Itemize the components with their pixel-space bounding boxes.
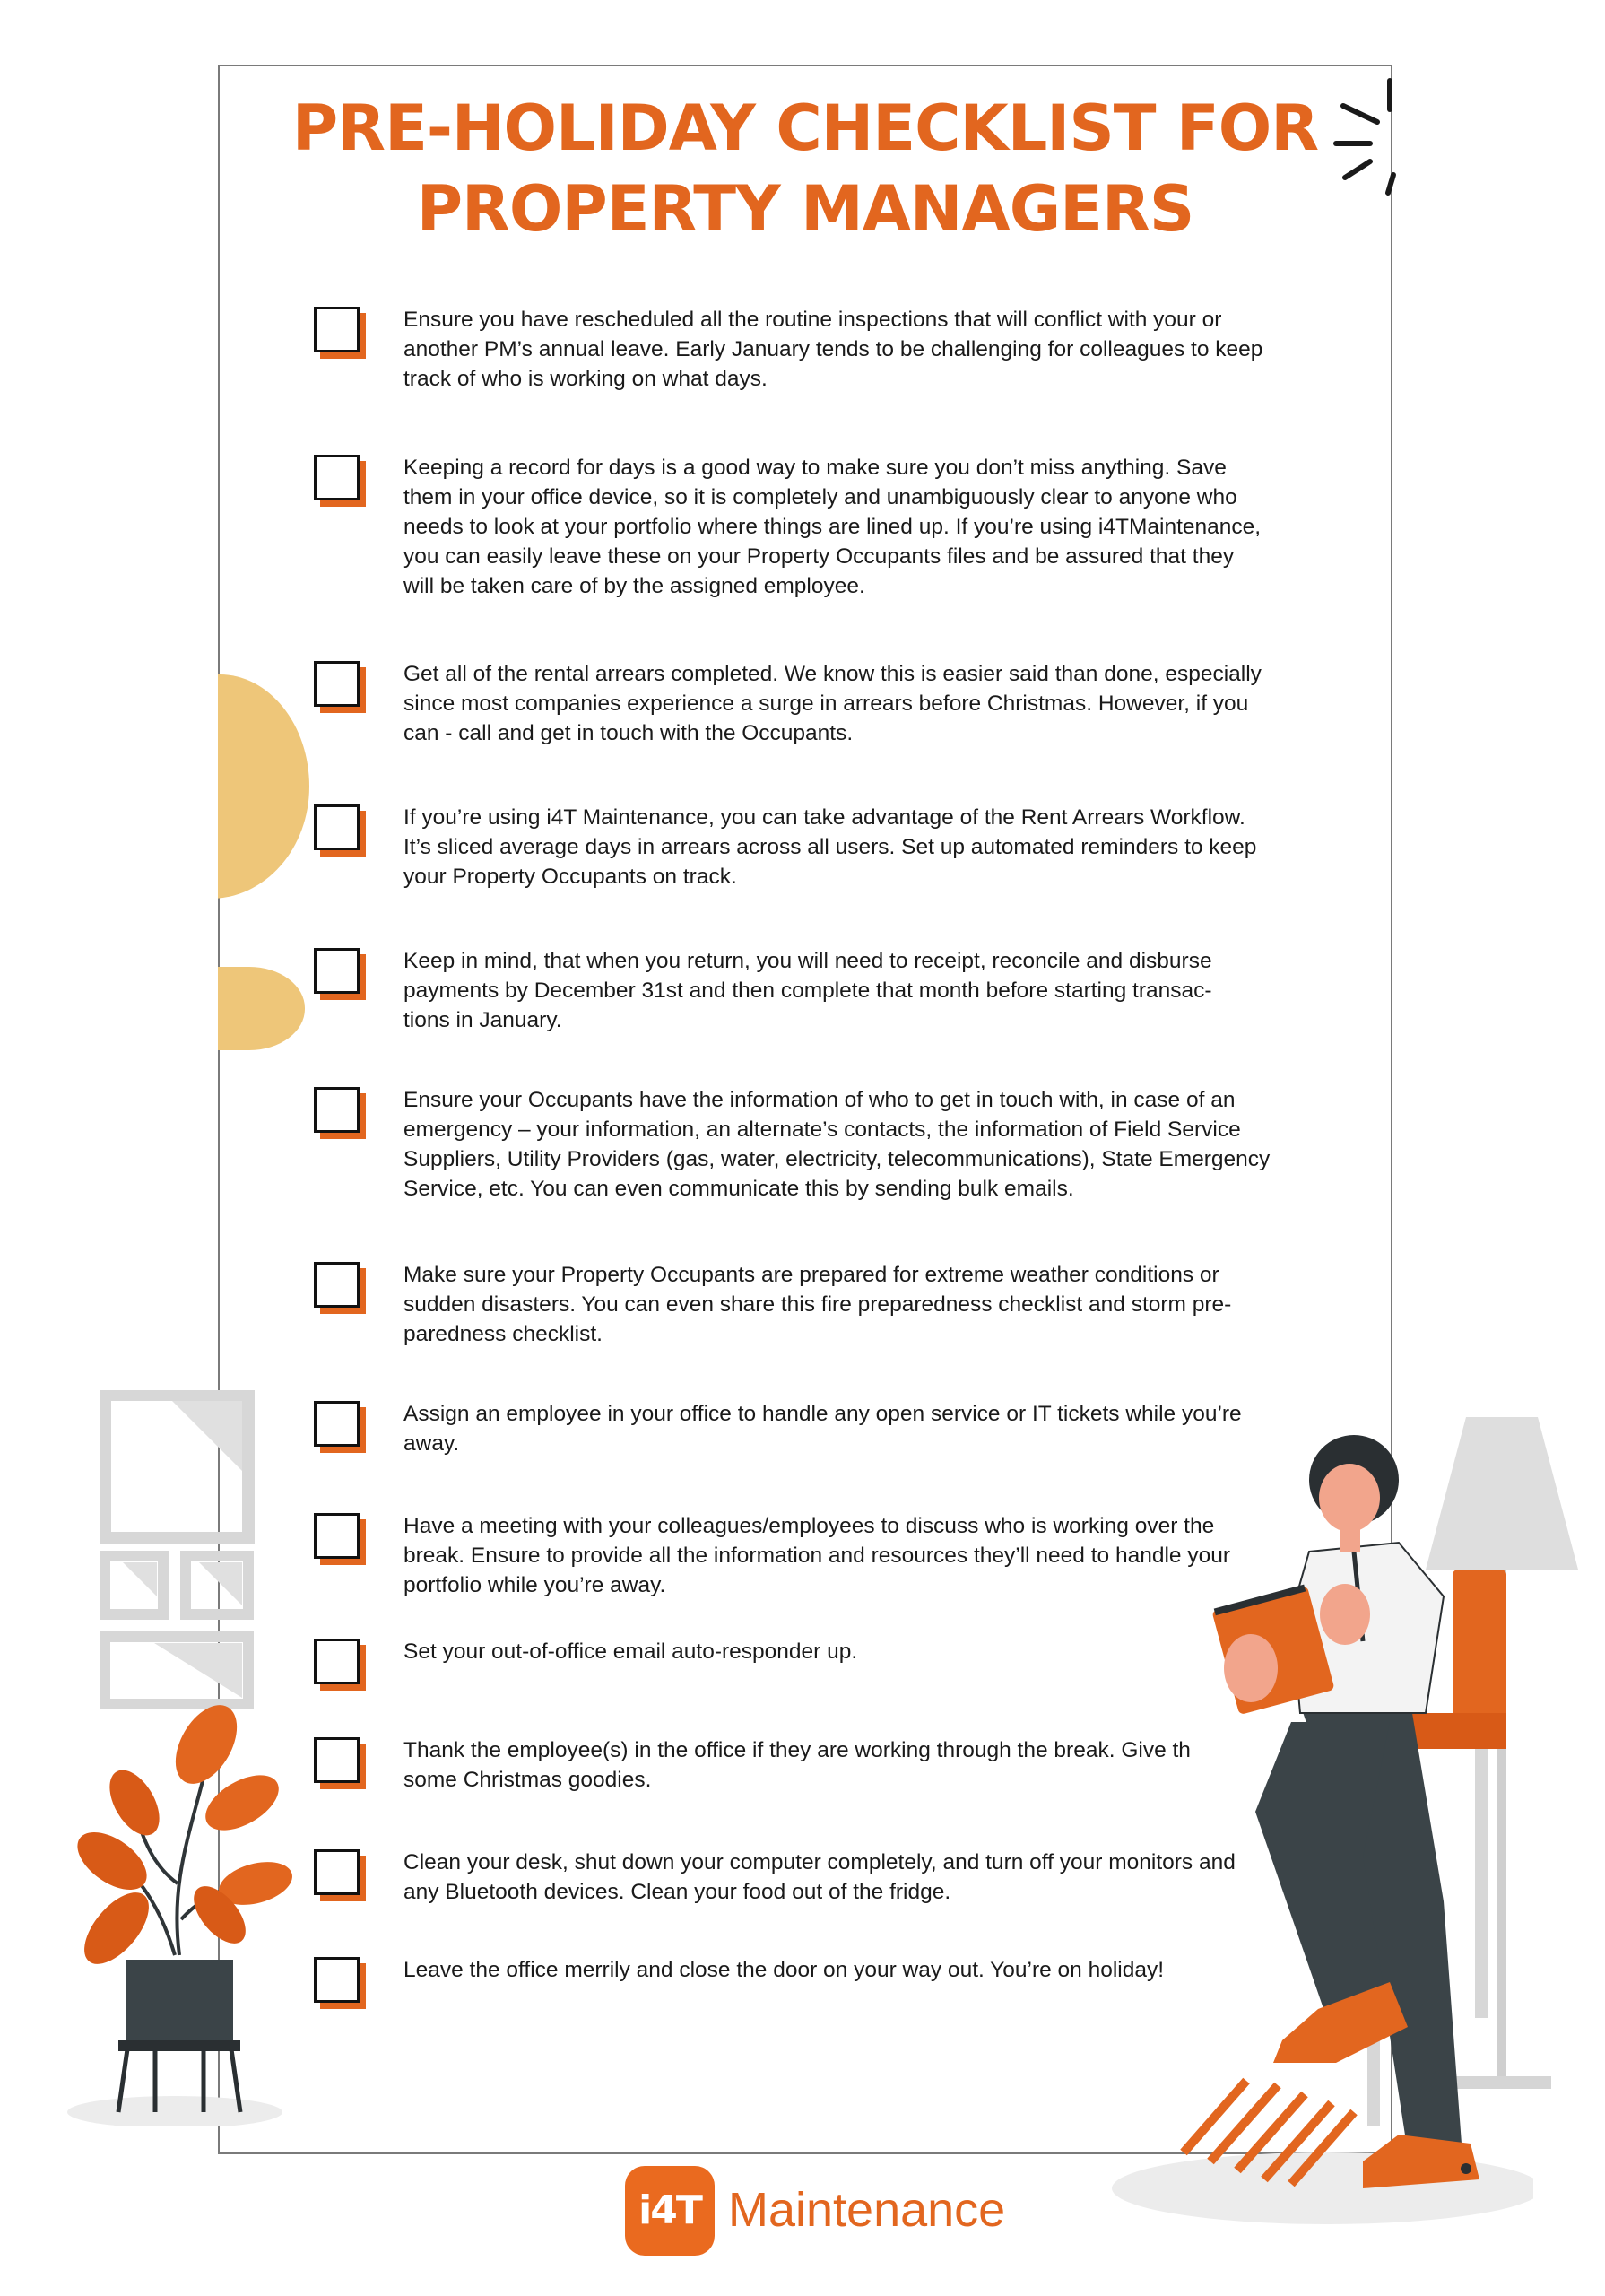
page-title xyxy=(218,88,1392,249)
checklist-item-text xyxy=(403,659,1282,748)
checklist-item-text xyxy=(403,803,1282,891)
checklist-item-line: Make sure your Property Occupants are prepared for extreme weather conditions or xyxy=(403,1263,1219,1287)
decorative-blob-small xyxy=(193,967,305,1050)
checklist-item-line: emergency – your information, an alternate’s contacts, the information of Field Service xyxy=(403,1118,1241,1142)
checklist-item-line: portfolio while you’re away. xyxy=(403,1573,666,1597)
checklist-item-line: Set your out-of-office email auto-responder up. xyxy=(403,1639,858,1664)
checklist-item-line: break. Ensure to provide all the information and resources they’ll need to handle your xyxy=(403,1544,1231,1568)
checklist-item-line: Suppliers, Utility Providers (gas, water, electricity, telecommunications), State Emergency xyxy=(403,1147,1271,1171)
checkbox-icon[interactable] xyxy=(314,661,366,713)
logo-wordmark: Maintenance xyxy=(728,2183,1006,2237)
checklist-item-text xyxy=(403,946,1282,1035)
checklist-item-line: Keeping a record for days is a good way to make sure you don’t miss anything. Save xyxy=(403,456,1227,480)
checklist-item-line: Thank the employee(s) in the office if they are working through the break. Give th xyxy=(403,1738,1191,1762)
checklist-item-line: It’s sliced average days in arrears across all users. Set up automated reminders to keep xyxy=(403,835,1257,859)
checklist-item-line: another PM’s annual leave. Early January tends to be challenging for colleagues to keep xyxy=(403,337,1263,361)
checkbox-icon[interactable] xyxy=(314,1262,366,1314)
checklist-item-line: sudden disasters. You can even share this fire preparedness checklist and storm pre- xyxy=(403,1292,1232,1317)
checklist-item-line: Clean your desk, shut down your computer completely, and turn off your monitors and xyxy=(403,1850,1236,1874)
checklist-item-line: If you’re using i4T Maintenance, you can take advantage of the Rent Arrears Workflow. xyxy=(403,805,1245,830)
checklist-item-line: away. xyxy=(403,1431,460,1456)
checklist-item-line: needs to look at your portfolio where things are lined up. If you’re using i4TMaintenance, xyxy=(403,515,1262,539)
checklist-item-line: Leave the office merrily and close the door on your way out. You’re on holiday! xyxy=(403,1958,1165,1982)
checklist-item-line: Assign an employee in your office to handle any open service or IT tickets while you’re xyxy=(403,1402,1242,1426)
checklist-item-line: you can easily leave these on your Property Occupants files and be assured that they xyxy=(403,544,1235,569)
checklist-item-line: Ensure you have rescheduled all the routine inspections that will conflict with your or xyxy=(403,308,1222,332)
sparkle-lines-icon xyxy=(1325,72,1397,206)
title-line-1: PRE-HOLIDAY CHECKLIST FOR xyxy=(291,91,1319,165)
checklist-item-line: Get all of the rental arrears completed. We know this is easier said than done, especially xyxy=(403,662,1262,686)
checkbox-icon[interactable] xyxy=(314,455,366,507)
checklist-item-line: paredness checklist. xyxy=(403,1322,603,1346)
woman-with-notepad-illustration xyxy=(1067,1435,1533,2224)
checklist-item-line: Keep in mind, that when you return, you will need to receipt, reconcile and disburse xyxy=(403,949,1212,973)
checkbox-icon[interactable] xyxy=(314,804,366,857)
checklist-item-line: any Bluetooth devices. Clean your food out of the fridge. xyxy=(403,1880,951,1904)
checklist-item-line: Ensure your Occupants have the information of who to get in touch with, in case of an xyxy=(403,1088,1236,1112)
checklist-item-line: your Property Occupants on track. xyxy=(403,865,737,889)
checkbox-icon[interactable] xyxy=(314,1737,366,1789)
checklist-item-line: them in your office device, so it is completely and unambiguously clear to anyone who xyxy=(403,485,1237,509)
checkbox-icon[interactable] xyxy=(314,1401,366,1453)
checklist-item-line: Have a meeting with your colleagues/employees to discuss who is working over the xyxy=(403,1514,1215,1538)
checkbox-icon[interactable] xyxy=(314,1957,366,2009)
checklist-item-text xyxy=(403,305,1282,394)
checkbox-icon[interactable] xyxy=(314,1513,366,1565)
checklist-item-line: since most companies experience a surge in arrears before Christmas. However, if you xyxy=(403,691,1249,716)
title-line-2: PROPERTY MANAGERS xyxy=(416,172,1194,246)
checkbox-icon[interactable] xyxy=(314,1087,366,1139)
checklist-item-line: tions in January. xyxy=(403,1008,562,1032)
checklist-item-text xyxy=(403,453,1282,601)
checklist-item-line: Service, etc. You can even communicate this by sending bulk emails. xyxy=(403,1177,1074,1201)
checkbox-icon[interactable] xyxy=(314,1639,366,1691)
checkbox-icon[interactable] xyxy=(314,948,366,1000)
checklist-item-line: track of who is working on what days. xyxy=(403,367,768,391)
checklist-item-line: payments by December 31st and then complete that month before starting transac- xyxy=(403,978,1212,1003)
checklist-item-line: some Christmas goodies. xyxy=(403,1768,652,1792)
checklist-item-text xyxy=(403,1260,1282,1349)
checklist-item-text xyxy=(403,1085,1282,1204)
logo-badge: i4T xyxy=(625,2166,715,2256)
picture-frames-illustration xyxy=(100,1390,257,1722)
checkbox-icon[interactable] xyxy=(314,307,366,359)
checkbox-icon[interactable] xyxy=(314,1849,366,1901)
potted-plant-illustration xyxy=(63,1704,296,2126)
checklist-item-line: will be taken care of by the assigned employee. xyxy=(403,574,865,598)
brand-logo xyxy=(625,2166,1006,2256)
checklist-item-line: can - call and get in touch with the Occupants. xyxy=(403,721,854,745)
